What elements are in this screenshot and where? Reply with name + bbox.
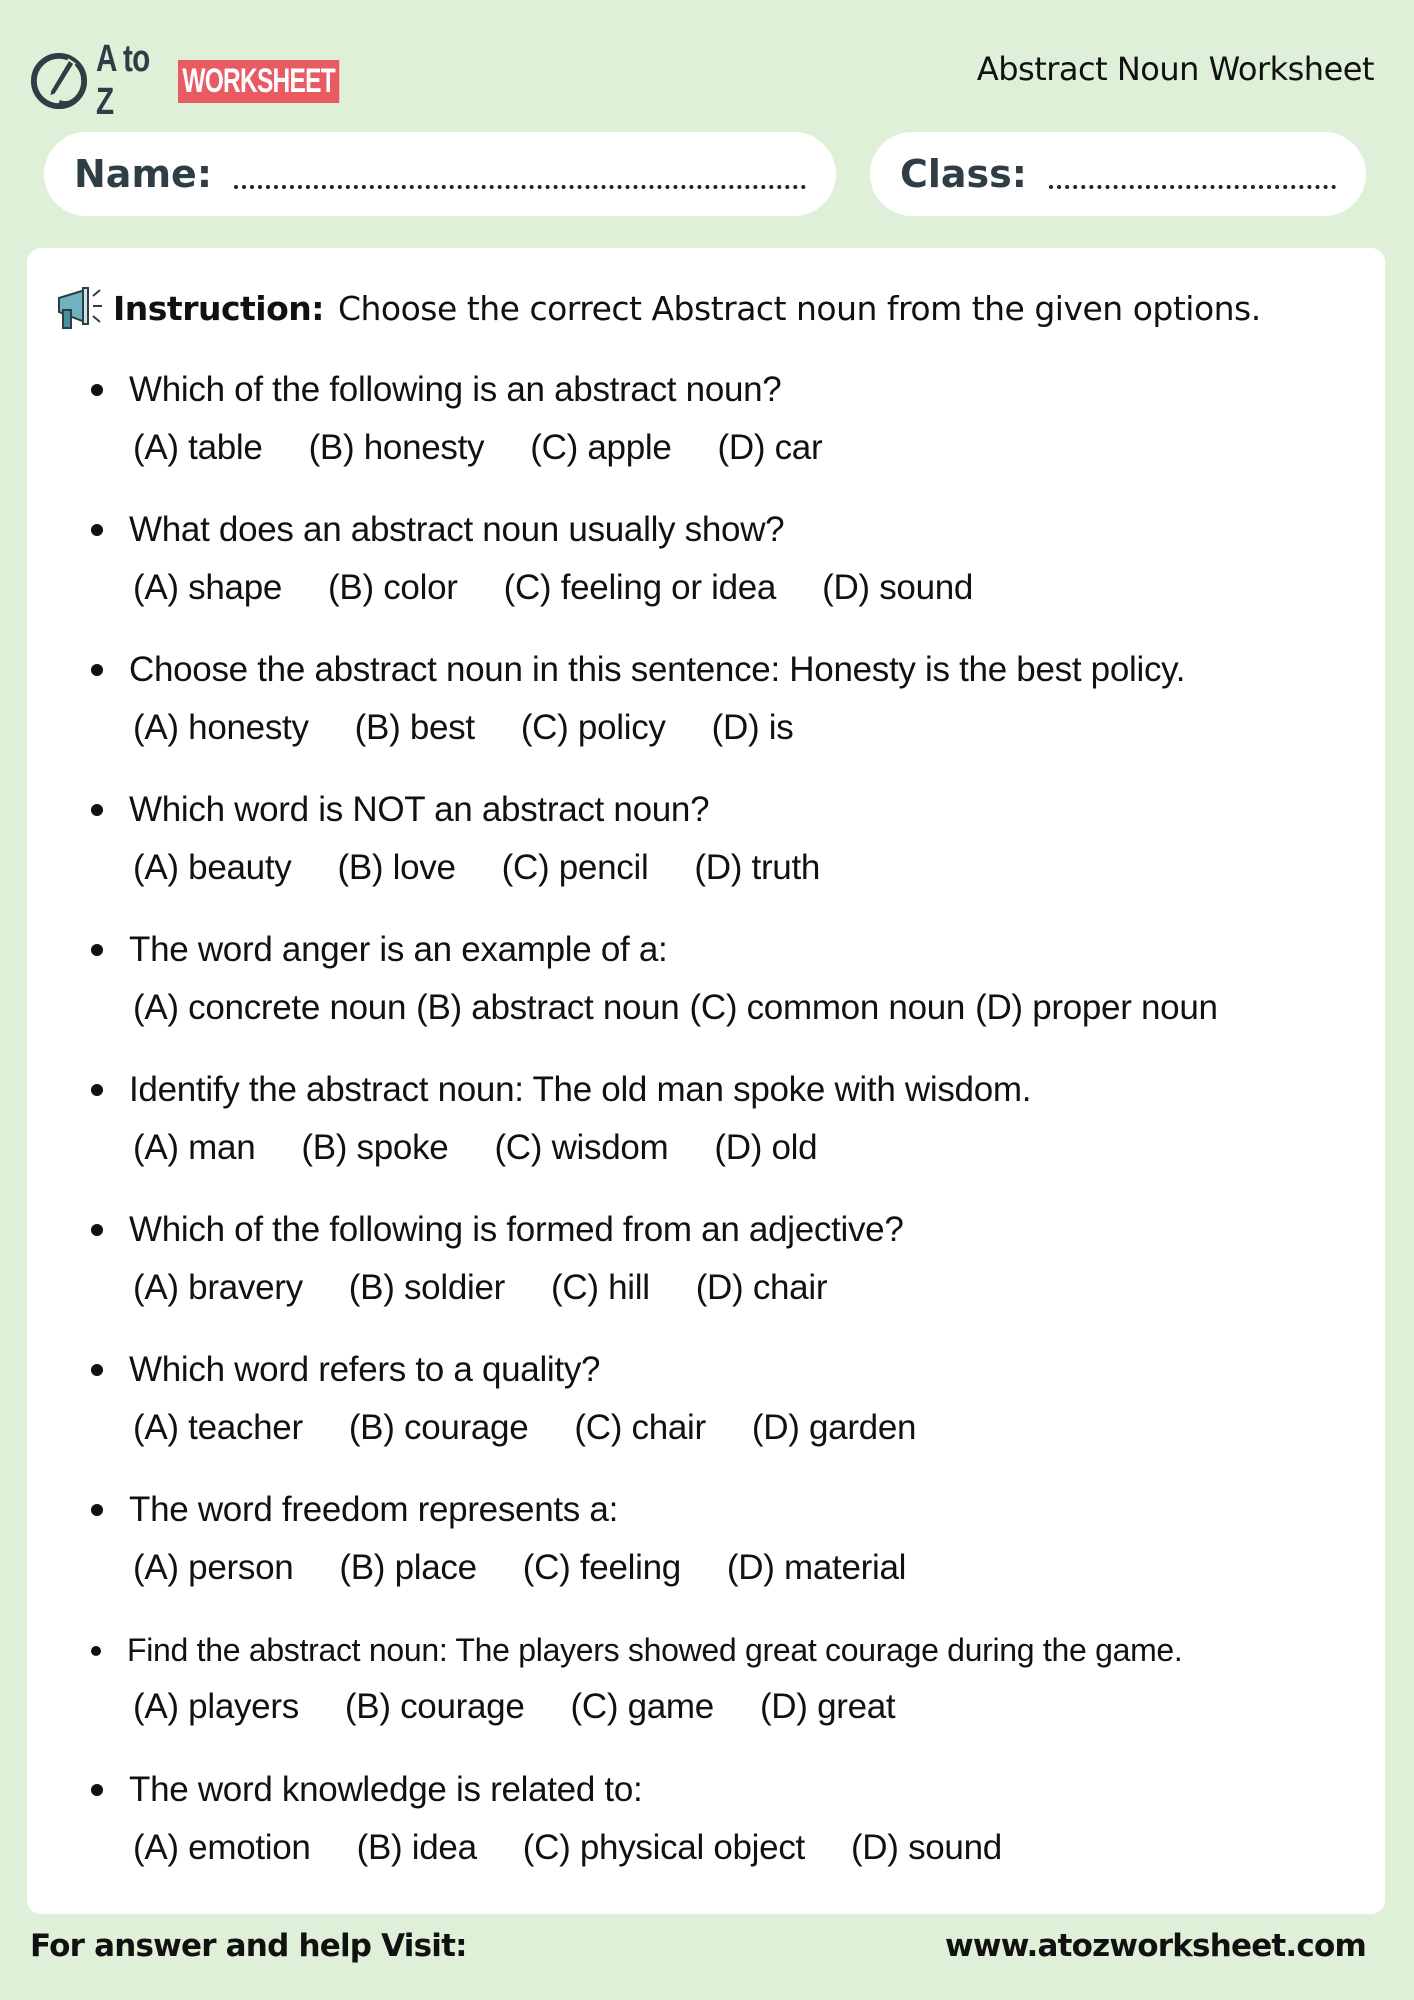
bullet-icon [91, 1784, 103, 1796]
name-blank-line[interactable] [234, 185, 806, 189]
option-a[interactable]: (A) honesty [133, 708, 309, 747]
class-blank-line[interactable] [1049, 185, 1336, 189]
class-field[interactable] [870, 132, 1366, 216]
logo-text: A to Z [96, 38, 150, 123]
question-item [91, 930, 1365, 1028]
option-d[interactable]: (D) garden [751, 1408, 917, 1447]
option-b[interactable]: (B) place [339, 1548, 477, 1587]
option-c[interactable]: (C) feeling [522, 1548, 681, 1587]
question-item [91, 1490, 1365, 1588]
option-d[interactable]: (D) old [714, 1128, 818, 1167]
bullet-icon [91, 944, 103, 956]
bullet-icon [91, 1224, 103, 1236]
class-label: Class: [900, 152, 1027, 196]
option-d[interactable]: (D) chair [695, 1268, 828, 1307]
question-text: Choose the abstract noun in this sentence: Honesty is the best policy. [129, 650, 1186, 689]
option-c[interactable]: (C) physical object [522, 1828, 805, 1867]
bullet-icon [91, 1504, 103, 1516]
option-c[interactable]: (C) feeling or idea [503, 568, 777, 607]
option-d[interactable]: (D) sound [822, 568, 974, 607]
question-text: Which word refers to a quality? [129, 1350, 601, 1389]
name-label: Name: [74, 152, 213, 196]
option-c[interactable]: (C) apple [530, 428, 672, 467]
question-item [91, 1210, 1365, 1308]
question-item [91, 1070, 1365, 1168]
option-b[interactable]: (B) color [328, 568, 458, 607]
question-item [91, 1350, 1365, 1448]
bullet-icon [91, 804, 103, 816]
question-item [91, 510, 1365, 608]
logo [30, 38, 402, 124]
question-text: Which of the following is an abstract noun? [129, 370, 782, 409]
question-text: Which of the following is formed from an adjective? [129, 1210, 904, 1249]
option-c[interactable]: (C) hill [550, 1268, 650, 1307]
instruction-text: Choose the correct Abstract noun from the given options. [337, 288, 1261, 328]
question-item [91, 790, 1365, 888]
option-c[interactable]: (C) pencil [501, 848, 649, 887]
option-b[interactable]: (B) honesty [308, 428, 485, 467]
question-text: The word anger is an example of a: [129, 930, 668, 969]
option-d[interactable]: (D) is [711, 708, 794, 747]
question-text: Identify the abstract noun: The old man spoke with wisdom. [129, 1070, 1032, 1109]
option-c[interactable]: (C) chair [574, 1408, 706, 1447]
option-a[interactable]: (A) players [133, 1687, 299, 1726]
bullet-icon [91, 1084, 103, 1096]
option-c[interactable]: (C) common noun [689, 988, 966, 1027]
question-item [91, 370, 1365, 468]
option-a[interactable]: (A) table [133, 428, 263, 467]
question-card [27, 248, 1385, 1914]
question-item [91, 1770, 1365, 1868]
option-a[interactable]: (A) shape [133, 568, 283, 607]
option-a[interactable]: (A) concrete noun [133, 988, 407, 1027]
bullet-icon [91, 1646, 101, 1656]
megaphone-icon [55, 286, 105, 330]
option-d[interactable]: (D) proper noun [975, 988, 1218, 1027]
option-a[interactable]: (A) bravery [133, 1268, 303, 1307]
pen-nib-logo-icon [30, 52, 88, 110]
question-text: The word knowledge is related to: [129, 1770, 643, 1809]
question-item [91, 1632, 1365, 1727]
option-b[interactable]: (B) courage [348, 1408, 529, 1447]
option-b[interactable]: (B) abstract noun [416, 988, 680, 1027]
question-text: Find the abstract noun: The players showed great courage during the game. [127, 1632, 1183, 1668]
option-b[interactable]: (B) love [337, 848, 456, 887]
worksheet-title: Abstract Noun Worksheet [976, 50, 1374, 88]
option-d[interactable]: (D) material [726, 1548, 907, 1587]
option-d[interactable]: (D) car [717, 428, 823, 467]
question-text: The word freedom represents a: [129, 1490, 619, 1529]
footer-help-text: For answer and help Visit: [30, 1928, 467, 1964]
option-a[interactable]: (A) person [133, 1548, 294, 1587]
option-c[interactable]: (C) wisdom [494, 1128, 669, 1167]
option-b[interactable]: (B) soldier [348, 1268, 505, 1307]
option-a[interactable]: (A) beauty [133, 848, 292, 887]
option-b[interactable]: (B) best [354, 708, 475, 747]
question-text: Which word is NOT an abstract noun? [129, 790, 710, 829]
bullet-icon [91, 1364, 103, 1376]
instruction-label: Instruction: [113, 288, 324, 328]
option-b[interactable]: (B) spoke [301, 1128, 449, 1167]
bullet-icon [91, 524, 103, 536]
option-b[interactable]: (B) idea [356, 1828, 477, 1867]
option-d[interactable]: (D) great [759, 1687, 896, 1726]
option-b[interactable]: (B) courage [344, 1687, 525, 1726]
option-a[interactable]: (A) man [133, 1128, 256, 1167]
question-text: What does an abstract noun usually show? [129, 510, 785, 549]
instruction [55, 286, 1261, 330]
option-c[interactable]: (C) game [570, 1687, 714, 1726]
bullet-icon [91, 664, 103, 676]
header [30, 34, 1374, 123]
option-a[interactable]: (A) teacher [133, 1408, 303, 1447]
bullet-icon [91, 384, 103, 396]
question-item [91, 650, 1365, 748]
option-d[interactable]: (D) sound [850, 1828, 1002, 1867]
name-field[interactable] [44, 132, 836, 216]
option-d[interactable]: (D) truth [694, 848, 821, 887]
logo-badge: WORKSHEET [178, 60, 339, 103]
footer-website-link[interactable]: www.atozworksheet.com [945, 1928, 1366, 1964]
option-c[interactable]: (C) policy [520, 708, 666, 747]
option-a[interactable]: (A) emotion [133, 1828, 311, 1867]
